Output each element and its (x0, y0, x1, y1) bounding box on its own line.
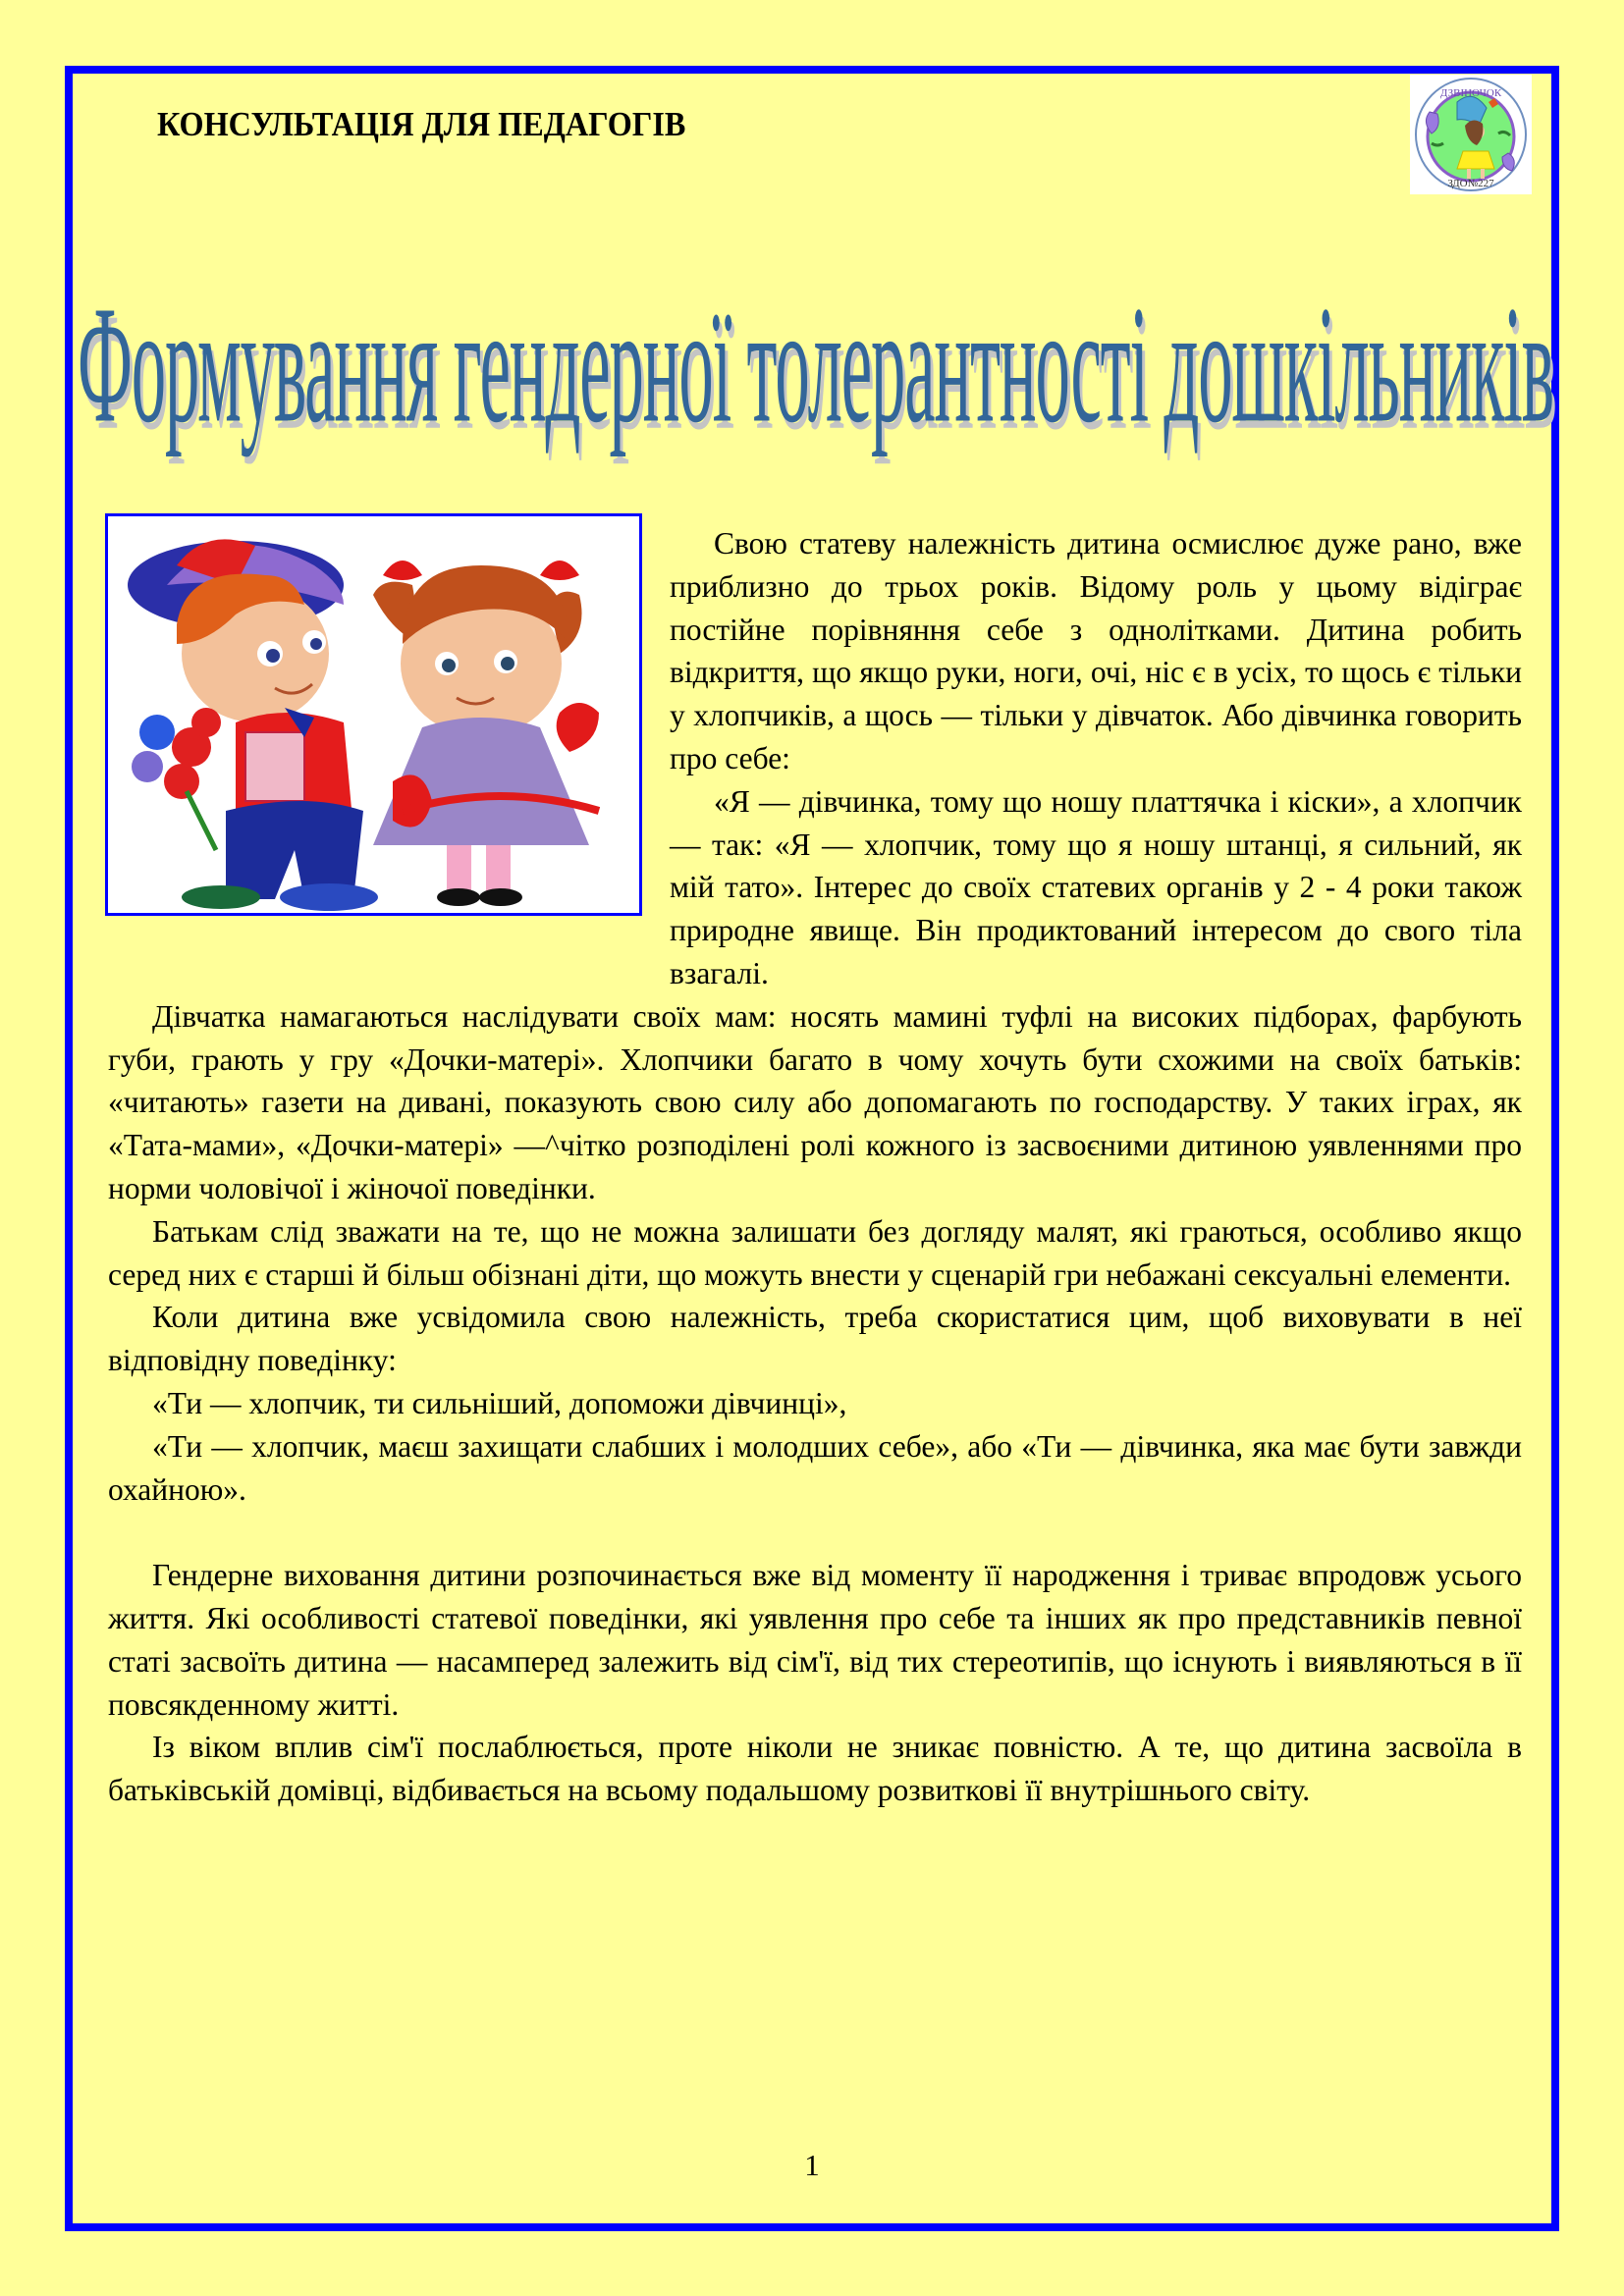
paragraph-5: Коли дитина вже усвідомила свою належність, треба скористатися цим, щоб виховувати в неї відповідну поведінку: (108, 1300, 1522, 1378)
svg-text:ДЗВІНОЧОК: ДЗВІНОЧОК (1439, 87, 1502, 99)
paragraph-6: Гендерне виховання дитини розпочинається вже від моменту її народження і триває впродовж усього життя. Які особливості статевої поведінки, які уявлення про себе та інших як про представників певної статі засвоїть дитина — насамперед залежить від сім'ї, від тих стереотипів, що існують і виявляються в її повсякденному житті. (108, 1558, 1522, 1722)
paragraph-4: Батькам слід зважати на те, що не можна залишати без догляду малят, які граються, особливо якщо серед них є старші й більш обізнані діти, що можуть внести у сценарій гри небажані сексуальні елементи. (108, 1213, 1522, 1292)
quote-2: «Ти — хлопчик, маєш захищати слабших і молодших себе», або «Ти — дівчинка, яка має бути завжди охайною». (108, 1428, 1522, 1507)
main-title-text: Формування гендерної толерантності дошкільників (77, 271, 1553, 458)
paragraph-1: Свою статеву належність дитина осмислює дуже рано, вже приблизно до трьох років. Відому роль у цьому відіграє постійне порівняння себе з однолітками. Дитина робить відкриття, що якщо руки, ноги, очі, ніс є в усіх, то щось є тільки у хлопчиків, а щось — тільки у дівчаток. Або дівчинка говорить про себе: (670, 526, 1522, 775)
quote-1: «Ти — хлопчик, ти сильніший, допоможи дівчинці», (152, 1385, 847, 1420)
header-title: КОНСУЛЬТАЦІЯ ДЛЯ ПЕДАГОГІВ (157, 105, 686, 143)
svg-text:ЗДО№227: ЗДО№227 (1447, 178, 1494, 189)
page-number: 1 (804, 2148, 820, 2182)
article-body (108, 522, 1522, 1812)
paragraph-2: «Я — дівчинка, тому що ношу платтячка і кіски», а хлопчик — так: «Я — хлопчик, тому що я ношу штанці, я сильний, як мій тато». Інтерес до своїх статевих органів у 2 - 4 роки також природне явище. Він продиктований інтересом до свого тіла взагалі. (670, 783, 1522, 990)
main-title (77, 257, 1553, 473)
illustration-wrap-spacer (108, 522, 670, 952)
paragraph-3: Дівчатка намагаються наслідувати своїх мам: носять мамині туфлі на високих підборах, фарбують губи, грають у гру «Дочки-матері». Хлопчики багато в чому хочуть бути схожими на своїх батьків: «читають» газети на дивані, показують свою силу або допомагають по господарству. У таких іграх, як «Тата-мами», «Дочки-матері» —^чітко розподілені ролі кожного із засвоєними дитиною уявленнями про норми чоловічої і жіночої поведінки. (108, 998, 1522, 1205)
kindergarten-logo-icon (1410, 75, 1532, 194)
paragraph-7: Із віком вплив сім'ї послаблюється, проте ніколи не зникає повністю. А те, що дитина засвоїла в батьківській домівці, відбивається на всьому подальшому розвиткові її внутрішнього світу. (108, 1730, 1522, 1808)
